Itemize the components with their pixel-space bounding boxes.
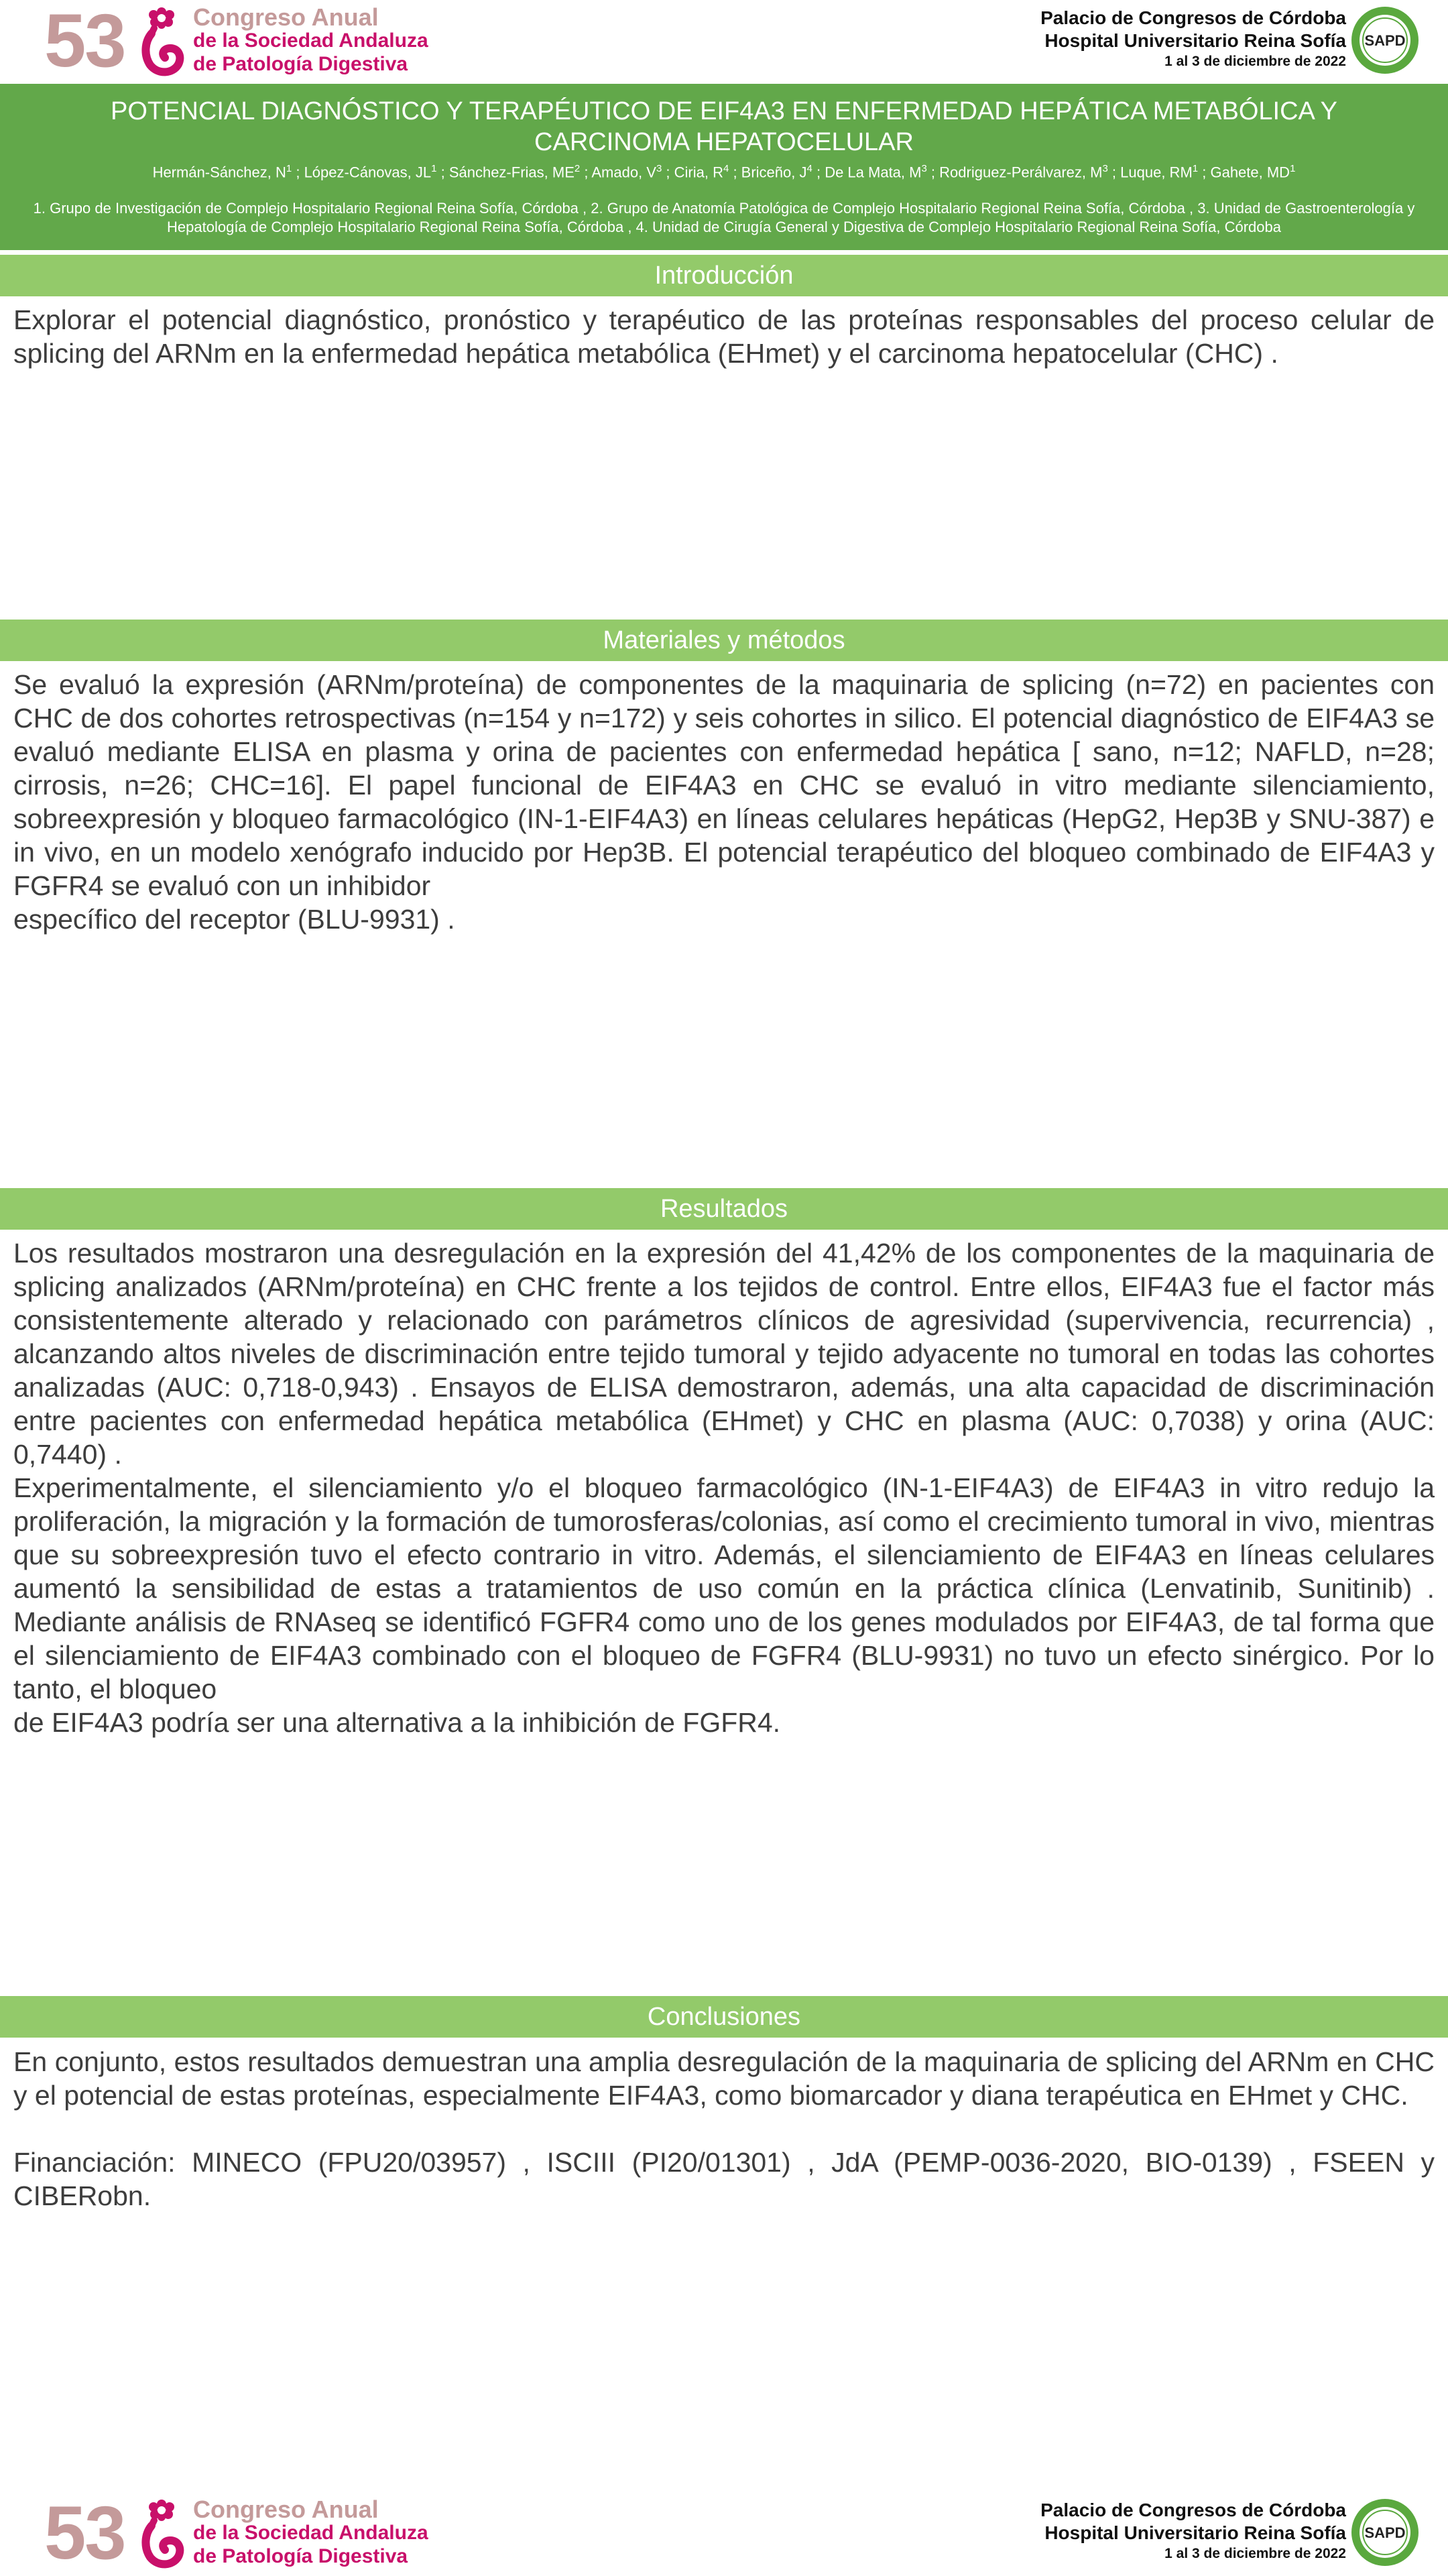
header-strip	[0, 0, 1448, 84]
footer-strip	[0, 2492, 1448, 2576]
venue-info-footer	[1040, 2499, 1346, 2563]
funding-paragraph: Financiación: MINECO (FPU20/03957) , ISCIII (PI20/01301) , JdA (PEMP-0036-2020, BIO-0139) , FSEEN y CIBERobn.	[13, 2147, 1435, 2211]
results-paragraph-1: Los resultados mostraron una desregulación en la expresión del 41,42% de los componentes de la maquinaria de splicing analizados (ARNm/proteína) en CHC frente a los tejidos de control. Entre ellos, EIF4A3 fue el factor más consistentemente alterado y relacionado con parámetros clínicos de agresividad (supervivencia, recurrencia) , alcanzando altos niveles de discriminación entre tejido tumoral y tejido adyacente no tumoral en todas las cohortes analizadas (AUC: 0,718-0,943) . Ensayos de ELISA demostraron, además, una alta capacidad de discriminación entre pacientes con enfermedad hepática metabólica (EHmet) y CHC en plasma (AUC: 0,7038) y orina (AUC: 0,7440) .	[13, 1238, 1435, 1470]
author-affiliation-number: 1	[431, 163, 437, 174]
logo-line-2: de la Sociedad Andaluza	[193, 2522, 428, 2544]
flower-figure-icon	[131, 2494, 192, 2573]
author-name: De La Mata, M	[825, 164, 922, 181]
logo-line-1: Congreso Anual	[193, 2496, 379, 2523]
sapd-seal-icon	[1350, 2498, 1420, 2567]
author-name: Amado, V	[591, 164, 656, 181]
logo-line-3: de Patología Digestiva	[193, 53, 408, 75]
affiliations: 1. Grupo de Investigación de Complejo Hospitalario Regional Reina Sofía, Córdoba , 2. Grupo de Anatomía Patológica de Complejo Hospitalario Regional Reina Sofía, Córdoba , 3. Unidad de Gastroenterología y Hepatología de Complejo Hospitalario Regional Reina Sofía, Córdoba , 4. Unidad de Cirugía General y Digestiva de Complejo Hospitalario Regional Reina Sofía, Córdoba	[33, 200, 1415, 235]
congress-logo-footer	[44, 2491, 473, 2575]
author-affiliation-number: 4	[723, 163, 729, 174]
author-name: Ciria, R	[674, 164, 723, 181]
author-affiliation-number: 1	[1192, 163, 1199, 174]
venue-hospital: Hospital Universitario Reina Sofía	[1044, 2522, 1346, 2543]
author-name: Gahete, MD	[1210, 164, 1290, 181]
poster-title: POTENCIAL DIAGNÓSTICO Y TERAPÉUTICO DE EIF4A3 EN ENFERMEDAD HEPÁTICA METABÓLICA Y CARCINOMA HEPATOCELULAR	[110, 97, 1338, 156]
author-list: Hermán-Sánchez, $N^1$ ; López-Cánovas, $JL^1$ ; Sánchez-Frias, $ME^2$ ; Amado, $V^3$ ; Ciria, $R^4$ ; Briceño, $J^4$ ; De La Mata, $M^3$ ; Rodriguez-Perálvarez, $M^3$ ; Luque, $RM^1$ ; Gahete, $MD^1$	[152, 163, 1296, 181]
author-affiliation-number: 2	[574, 163, 581, 174]
methods-text	[13, 668, 1435, 936]
methods-paragraph: Se evaluó la expresión (ARNm/proteína) de componentes de la maquinaria de splicing (n=72) en pacientes con CHC de dos cohortes retrospectivas (n=154 y n=172) y seis cohortes in silico. El potencial diagnóstico de EIF4A3 se evaluó mediante ELISA en plasma y orina de pacientes con enfermedad hepática [ sano, n=12; NAFLD, n=28; cirrosis, n=26; CHC=16]. El papel funcional de EIF4A3 en CHC se evaluó in vitro mediante silenciamiento, sobreexpresión y bloqueo farmacológico (IN-1-EIF4A3) en líneas celulares hepáticas (HepG2, Hep3B y SNU-387) e in vivo, en un modelo xenógrafo inducido por Hep3B. El potencial terapéutico del bloqueo combinado de EIF4A3 y FGFR4 se evaluó con un inhibidor	[13, 669, 1435, 901]
logo-line-2: de la Sociedad Andaluza	[193, 30, 428, 52]
venue-name: Palacio de Congresos de Córdoba	[1040, 2500, 1346, 2520]
author-affiliation-number: 3	[921, 163, 927, 174]
conclusions-text	[13, 2045, 1435, 2213]
sapd-seal-text: SAPD	[1364, 32, 1406, 49]
conclusions-spacer	[13, 2112, 1435, 2146]
logo-line-1: Congreso Anual	[193, 3, 379, 31]
author-affiliation-number: 3	[1102, 163, 1108, 174]
sapd-seal-icon	[1350, 5, 1420, 75]
author-name: Briceño, J	[741, 164, 807, 181]
logo-text	[193, 5, 428, 76]
conclusions-paragraph: En conjunto, estos resultados demuestran una amplia desregulación de la maquinaria de splicing del ARNm en CHC y el potencial de estas proteínas, especialmente EIF4A3, como biomarcador y diana terapéutica en EHmet y CHC.	[13, 2046, 1435, 2111]
title-banner	[0, 84, 1448, 250]
section-header-introduccion: Introducción	[0, 255, 1448, 296]
logo-text-footer	[193, 2498, 428, 2568]
venue-hospital: Hospital Universitario Reina Sofía	[1044, 30, 1346, 51]
venue-info	[1040, 7, 1346, 71]
results-paragraph-3: de EIF4A3 podría ser una alternativa a la inhibición de FGFR4.	[13, 1707, 781, 1738]
methods-paragraph-end: específico del receptor (BLU-9931) .	[13, 904, 455, 935]
venue-dates: 1 al 3 de diciembre de 2022	[1164, 54, 1346, 69]
intro-paragraph: Explorar el potencial diagnóstico, pronóstico y terapéutico de las proteínas responsables del proceso celular de splicing del ARNm en la enfermedad hepática metabólica (EHmet) y el carcinoma hepatocelular (CHC) .	[13, 304, 1435, 369]
intro-text	[13, 303, 1435, 370]
section-header-resultados: Resultados	[0, 1188, 1448, 1230]
venue-dates: 1 al 3 de diciembre de 2022	[1164, 2546, 1346, 2561]
section-header-materiales-metodos: Materiales y métodos	[0, 620, 1448, 661]
logo-line-3: de Patología Digestiva	[193, 2545, 408, 2567]
author-affiliation-number: 3	[656, 163, 662, 174]
results-text	[13, 1236, 1435, 1739]
author-name: Rodriguez-Perálvarez, M	[939, 164, 1103, 181]
logo-number-footer: 53	[44, 2491, 125, 2575]
author-affiliation-number: 4	[806, 163, 812, 174]
author-affiliation-number: 1	[286, 163, 292, 174]
flower-figure-icon	[131, 1, 192, 80]
author-name: Luque, RM	[1120, 164, 1193, 181]
sapd-seal-text: SAPD	[1364, 2524, 1406, 2541]
author-name: López-Cánovas, JL	[304, 164, 432, 181]
congress-logo	[44, 1, 473, 80]
venue-name: Palacio de Congresos de Córdoba	[1040, 7, 1346, 28]
author-name: Sánchez-Frias, ME	[448, 164, 575, 181]
section-header-conclusiones: Conclusiones	[0, 1996, 1448, 2038]
logo-number: 53	[44, 0, 125, 82]
author-affiliation-number: 1	[1290, 163, 1296, 174]
results-paragraph-2: Experimentalmente, el silenciamiento y/o el bloqueo farmacológico (IN-1-EIF4A3) de EIF4A3 in vitro redujo la proliferación, la migración y la formación de tumorosferas/colonias, así como el crecimiento tumoral in vivo, mientras que su sobreexpresión tuvo el efecto contrario in vitro. Además, el silenciamiento de EIF4A3 en líneas celulares aumentó la sensibilidad de estas a tratamientos de uso común en la práctica clínica (Lenvatinib, Sunitinib) . Mediante análisis de RNAseq se identificó FGFR4 como uno de los genes modulados por EIF4A3, de tal forma que el silenciamiento de EIF4A3 combinado con el bloqueo de FGFR4 (BLU-9931) no tuvo un efecto sinérgico. Por lo tanto, el bloqueo	[13, 1472, 1435, 1704]
author-name: Hermán-Sánchez, N	[152, 164, 286, 181]
